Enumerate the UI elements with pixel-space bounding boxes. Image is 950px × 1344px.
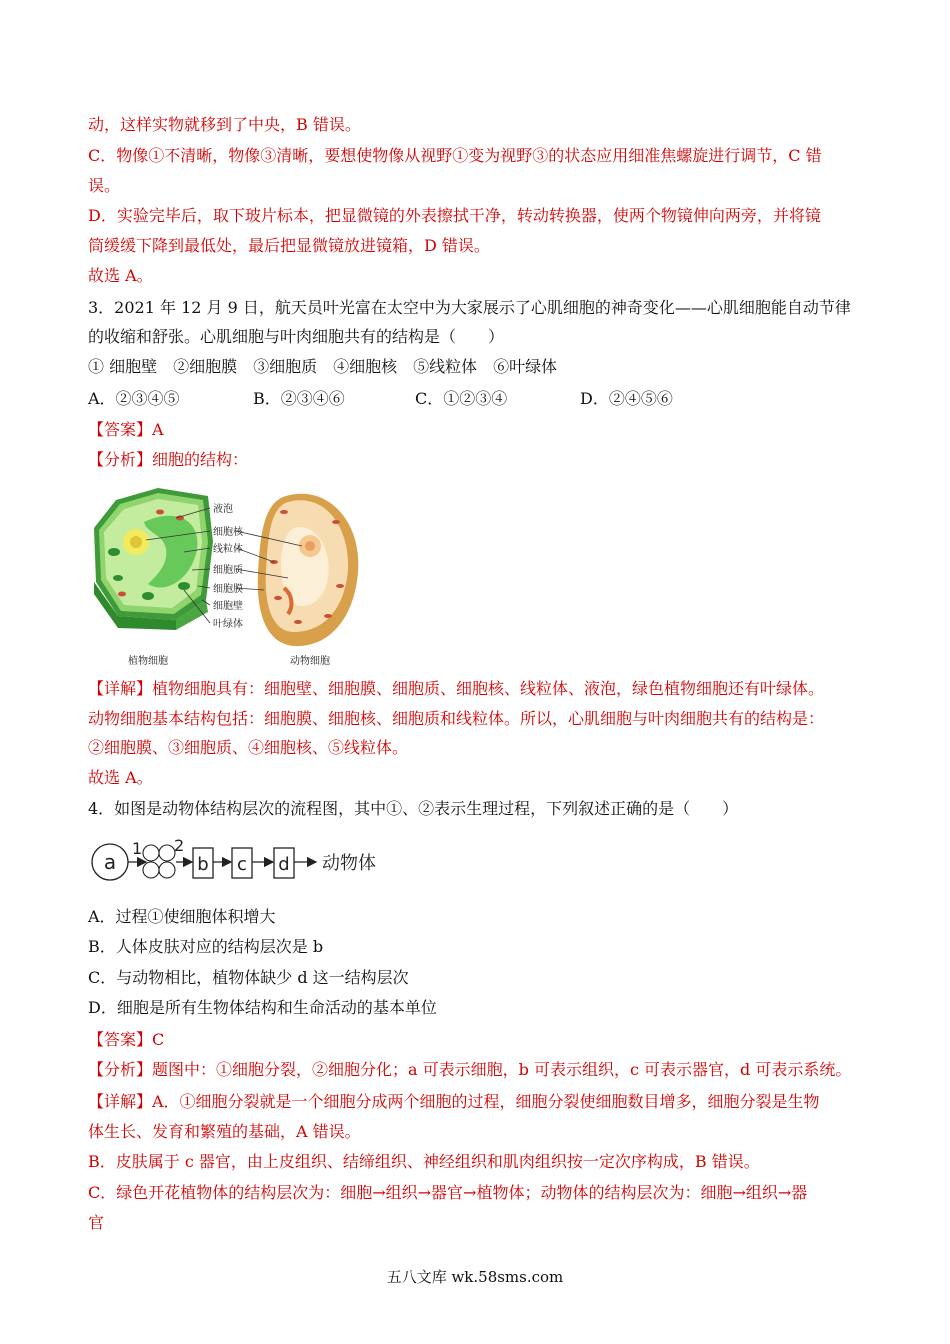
q2-line: 动，这样实物就移到了中央，B 错误。 bbox=[88, 115, 361, 134]
q4-detail-cont: 体生长、发育和繁殖的基础，A 错误。 bbox=[88, 1122, 361, 1141]
label-mitochondria: 线粒体 bbox=[213, 544, 243, 555]
q2-option-d-cont: 筒缓缓下降到最低处，最后把显微镜放进镜箱，D 错误。 bbox=[88, 236, 490, 255]
q3-option: B．②③④⑥ bbox=[253, 389, 345, 408]
animal-cell-caption: 动物细胞 bbox=[290, 656, 330, 667]
flow-node-animal-body: 动物体 bbox=[322, 853, 376, 874]
q4-answer: 【答案】C bbox=[88, 1030, 165, 1049]
cell-structure-figure bbox=[88, 482, 378, 672]
q2-option-c-cont: 误。 bbox=[88, 176, 121, 195]
q3-conclusion: 故选 A。 bbox=[88, 768, 153, 787]
label-cell-membrane: 细胞膜 bbox=[213, 584, 243, 595]
label-nucleus: 细胞核 bbox=[213, 527, 243, 538]
label-vacuole: 液泡 bbox=[213, 504, 233, 515]
q3-detail-cont: 动物细胞基本结构包括：细胞膜、细胞核、细胞质和线粒体。所以，心肌细胞与叶肉细胞共有的结构是： bbox=[88, 709, 825, 728]
q2-option-c: C．物像①不清晰，物像③清晰，要想使物像从视野①变为视野③的状态应用细准焦螺旋进行调节，C 错 bbox=[88, 146, 822, 165]
animal-cell-illustration bbox=[258, 494, 359, 646]
label-cytoplasm: 细胞质 bbox=[213, 565, 243, 576]
q3-stem: 3．2021 年 12 月 9 日，航天员叶光富在太空中为大家展示了心肌细胞的神奇变化——心肌细胞能自动节律 bbox=[88, 298, 851, 317]
q2-option-d: D．实验完毕后，取下玻片标本，把显微镜的外表擦拭干净，转动转换器，使两个物镜伸向两旁，并将镜 bbox=[88, 206, 821, 225]
q3-stem-cont: 的收缩和舒张。心肌细胞与叶肉细胞共有的结构是（ ） bbox=[88, 327, 505, 346]
q4-stem: 4．如图是动物体结构层次的流程图，其中①、②表示生理过程，下列叙述正确的是（ ） bbox=[88, 799, 739, 818]
flow-step-2: 2 bbox=[174, 836, 185, 855]
q2-conclusion: 故选 A。 bbox=[88, 266, 153, 285]
q3-option: C．①②③④ bbox=[415, 389, 508, 408]
q4-detail: 【详解】A．①细胞分裂就是一个细胞分成两个细胞的过程，细胞分裂使细胞数目增多，细胞分裂是生物 bbox=[88, 1092, 820, 1111]
flow-node-b: b bbox=[197, 854, 209, 875]
q3-detail-cont2: ②细胞膜、③细胞质、④细胞核、⑤线粒体。 bbox=[88, 738, 409, 757]
q3-options bbox=[88, 388, 673, 410]
q3-detail: 【详解】植物细胞具有：细胞壁、细胞膜、细胞质、细胞核、线粒体、液泡，绿色植物细胞还有叶绿体。 bbox=[88, 679, 825, 698]
plant-cell-illustration bbox=[94, 488, 213, 630]
label-cell-wall: 细胞壁 bbox=[213, 601, 243, 612]
q4-option-c: C．与动物相比，植物体缺少 d 这一结构层次 bbox=[88, 968, 409, 987]
q3-answer: 【答案】A bbox=[88, 420, 164, 439]
q4-option-d: D．细胞是所有生物体结构和生命活动的基本单位 bbox=[88, 998, 437, 1017]
q3-analysis: 【分析】细胞的结构： bbox=[88, 450, 249, 469]
flow-step-1: 1 bbox=[132, 839, 143, 858]
structure-level-flowchart bbox=[88, 834, 388, 890]
label-chloroplast: 叶绿体 bbox=[213, 619, 243, 630]
q4-detail-c-cont: 官 bbox=[88, 1213, 105, 1232]
plant-cell-caption: 植物细胞 bbox=[128, 656, 168, 667]
q4-option-b: B．人体皮肤对应的结构层次是 b bbox=[88, 937, 324, 956]
q4-detail-c: C．绿色开花植物体的结构层次为：细胞→组织→器官→植物体；动物体的结构层次为：细胞→组织→器 bbox=[88, 1183, 808, 1202]
page-footer: 五八文库 wk.58sms.com bbox=[386, 1268, 564, 1286]
q4-option-a: A．过程①使细胞体积增大 bbox=[88, 907, 276, 926]
flow-node-a: a bbox=[103, 850, 117, 874]
q3-items: ① 细胞壁 ②细胞膜 ③细胞质 ④细胞核 ⑤线粒体 ⑥叶绿体 bbox=[88, 357, 558, 376]
q3-option: A．②③④⑤ bbox=[88, 389, 180, 408]
flow-node-c: c bbox=[237, 854, 247, 875]
q4-detail-b: B．皮肤属于 c 器官，由上皮组织、结缔组织、神经组织和肌肉组织按一定次序构成，B 错误。 bbox=[88, 1152, 760, 1171]
q4-analysis: 【分析】题图中：①细胞分裂，②细胞分化；a 可表示细胞，b 可表示组织，c 可表示器官，d 可表示系统。 bbox=[88, 1060, 852, 1079]
flow-node-d: d bbox=[278, 854, 290, 875]
q3-option: D．②④⑤⑥ bbox=[580, 389, 673, 408]
